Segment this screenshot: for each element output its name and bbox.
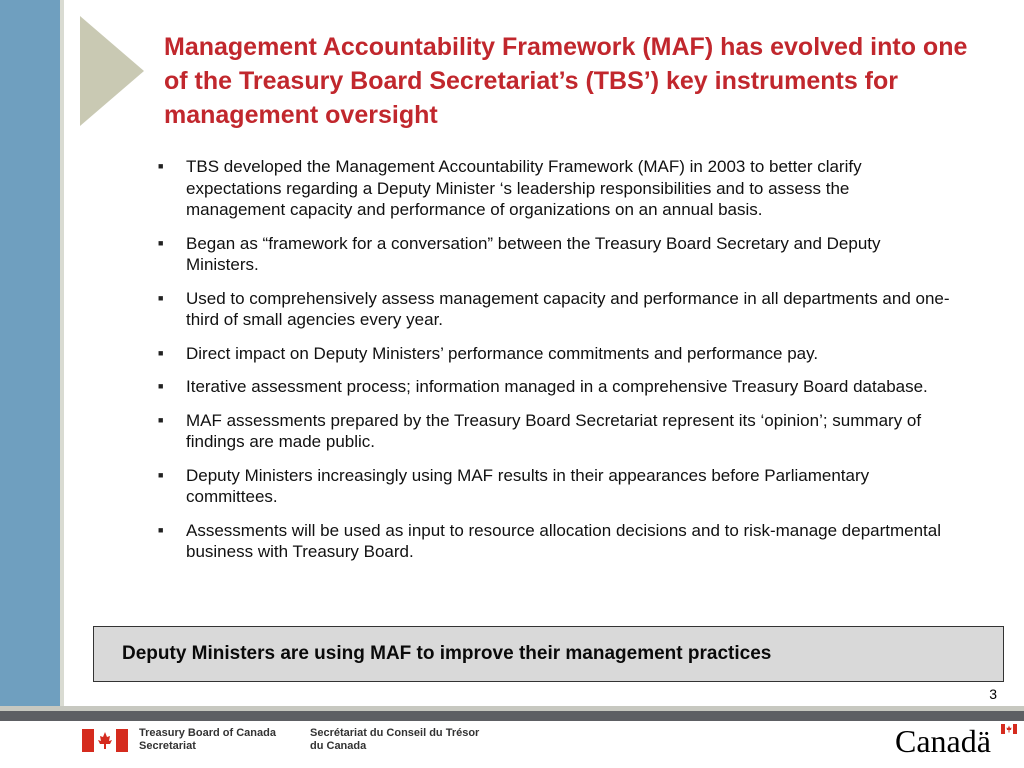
bullet-text: Direct impact on Deputy Ministers’ performance commitments and performance pay.: [186, 343, 819, 363]
bullet-item: [150, 343, 950, 365]
bullet-square-icon: ■: [158, 469, 164, 480]
bullet-square-icon: ■: [158, 292, 164, 303]
canada-flag-icon: [82, 729, 128, 752]
bullet-item: [150, 465, 950, 508]
department-fr-line2: du Canada: [310, 740, 367, 752]
wordmark-flag-icon: [1001, 724, 1017, 734]
slide-title: Management Accountability Framework (MAF) has evolved into one of the Treasury Board Secretariat’s (TBS’) key instruments for management oversight: [164, 33, 968, 129]
left-accent-edge: [60, 0, 64, 706]
bullet-text: Began as “framework for a conversation” between the Treasury Board Secretary and Deputy Ministers.: [186, 233, 881, 274]
canada-wordmark: Canadä: [895, 723, 991, 759]
footer-divider-dark: [0, 711, 1024, 721]
left-accent-bar: [0, 0, 60, 706]
bullet-text: Assessments will be used as input to resource allocation decisions and to risk-manage departmental business with Treasury Board.: [186, 520, 942, 561]
title-arrow-icon: [80, 16, 144, 126]
department-en-line2: Secretariat: [139, 740, 196, 752]
bullet-square-icon: ■: [158, 347, 164, 358]
bullet-text: Used to comprehensively assess management capacity and performance in all departments and one-third of small agencies every year.: [186, 288, 950, 329]
department-name-french: [310, 727, 479, 753]
bullet-square-icon: ■: [158, 237, 164, 248]
highlight-text: Deputy Ministers are using MAF to improve their management practices: [122, 643, 772, 664]
page-number: 3: [989, 686, 997, 702]
bullet-item: [150, 376, 950, 398]
bullet-item: [150, 288, 950, 331]
highlight-callout: [93, 626, 1004, 682]
bullet-text: Deputy Ministers increasingly using MAF results in their appearances before Parliamentary committees.: [186, 465, 870, 506]
bullet-square-icon: ■: [158, 414, 164, 425]
bullet-square-icon: ■: [158, 161, 164, 171]
department-en-line1: Treasury Board of Canada: [139, 727, 276, 739]
footer: [0, 721, 1024, 768]
bullet-square-icon: ■: [158, 524, 164, 535]
bullet-square-icon: ■: [158, 381, 164, 391]
bullet-list: [150, 156, 950, 575]
bullet-item: [150, 520, 950, 563]
bullet-text: Iterative assessment process; information managed in a comprehensive Treasury Board database.: [186, 377, 928, 396]
bullet-text: MAF assessments prepared by the Treasury Board Secretariat represent its ‘opinion’; summary of findings are made public.: [186, 410, 922, 451]
bullet-item: [150, 410, 950, 453]
bullet-text: TBS developed the Management Accountability Framework (MAF) in 2003 to better clarify expectations regarding a Deputy Minister ‘s leadership responsibilities and to assess the management capacity and performance of organizations on an annual basis.: [186, 157, 862, 219]
department-fr-line1: Secrétariat du Conseil du Trésor: [310, 727, 480, 739]
bullet-item: [150, 156, 950, 221]
bullet-item: [150, 233, 950, 276]
department-name-english: [139, 727, 276, 753]
